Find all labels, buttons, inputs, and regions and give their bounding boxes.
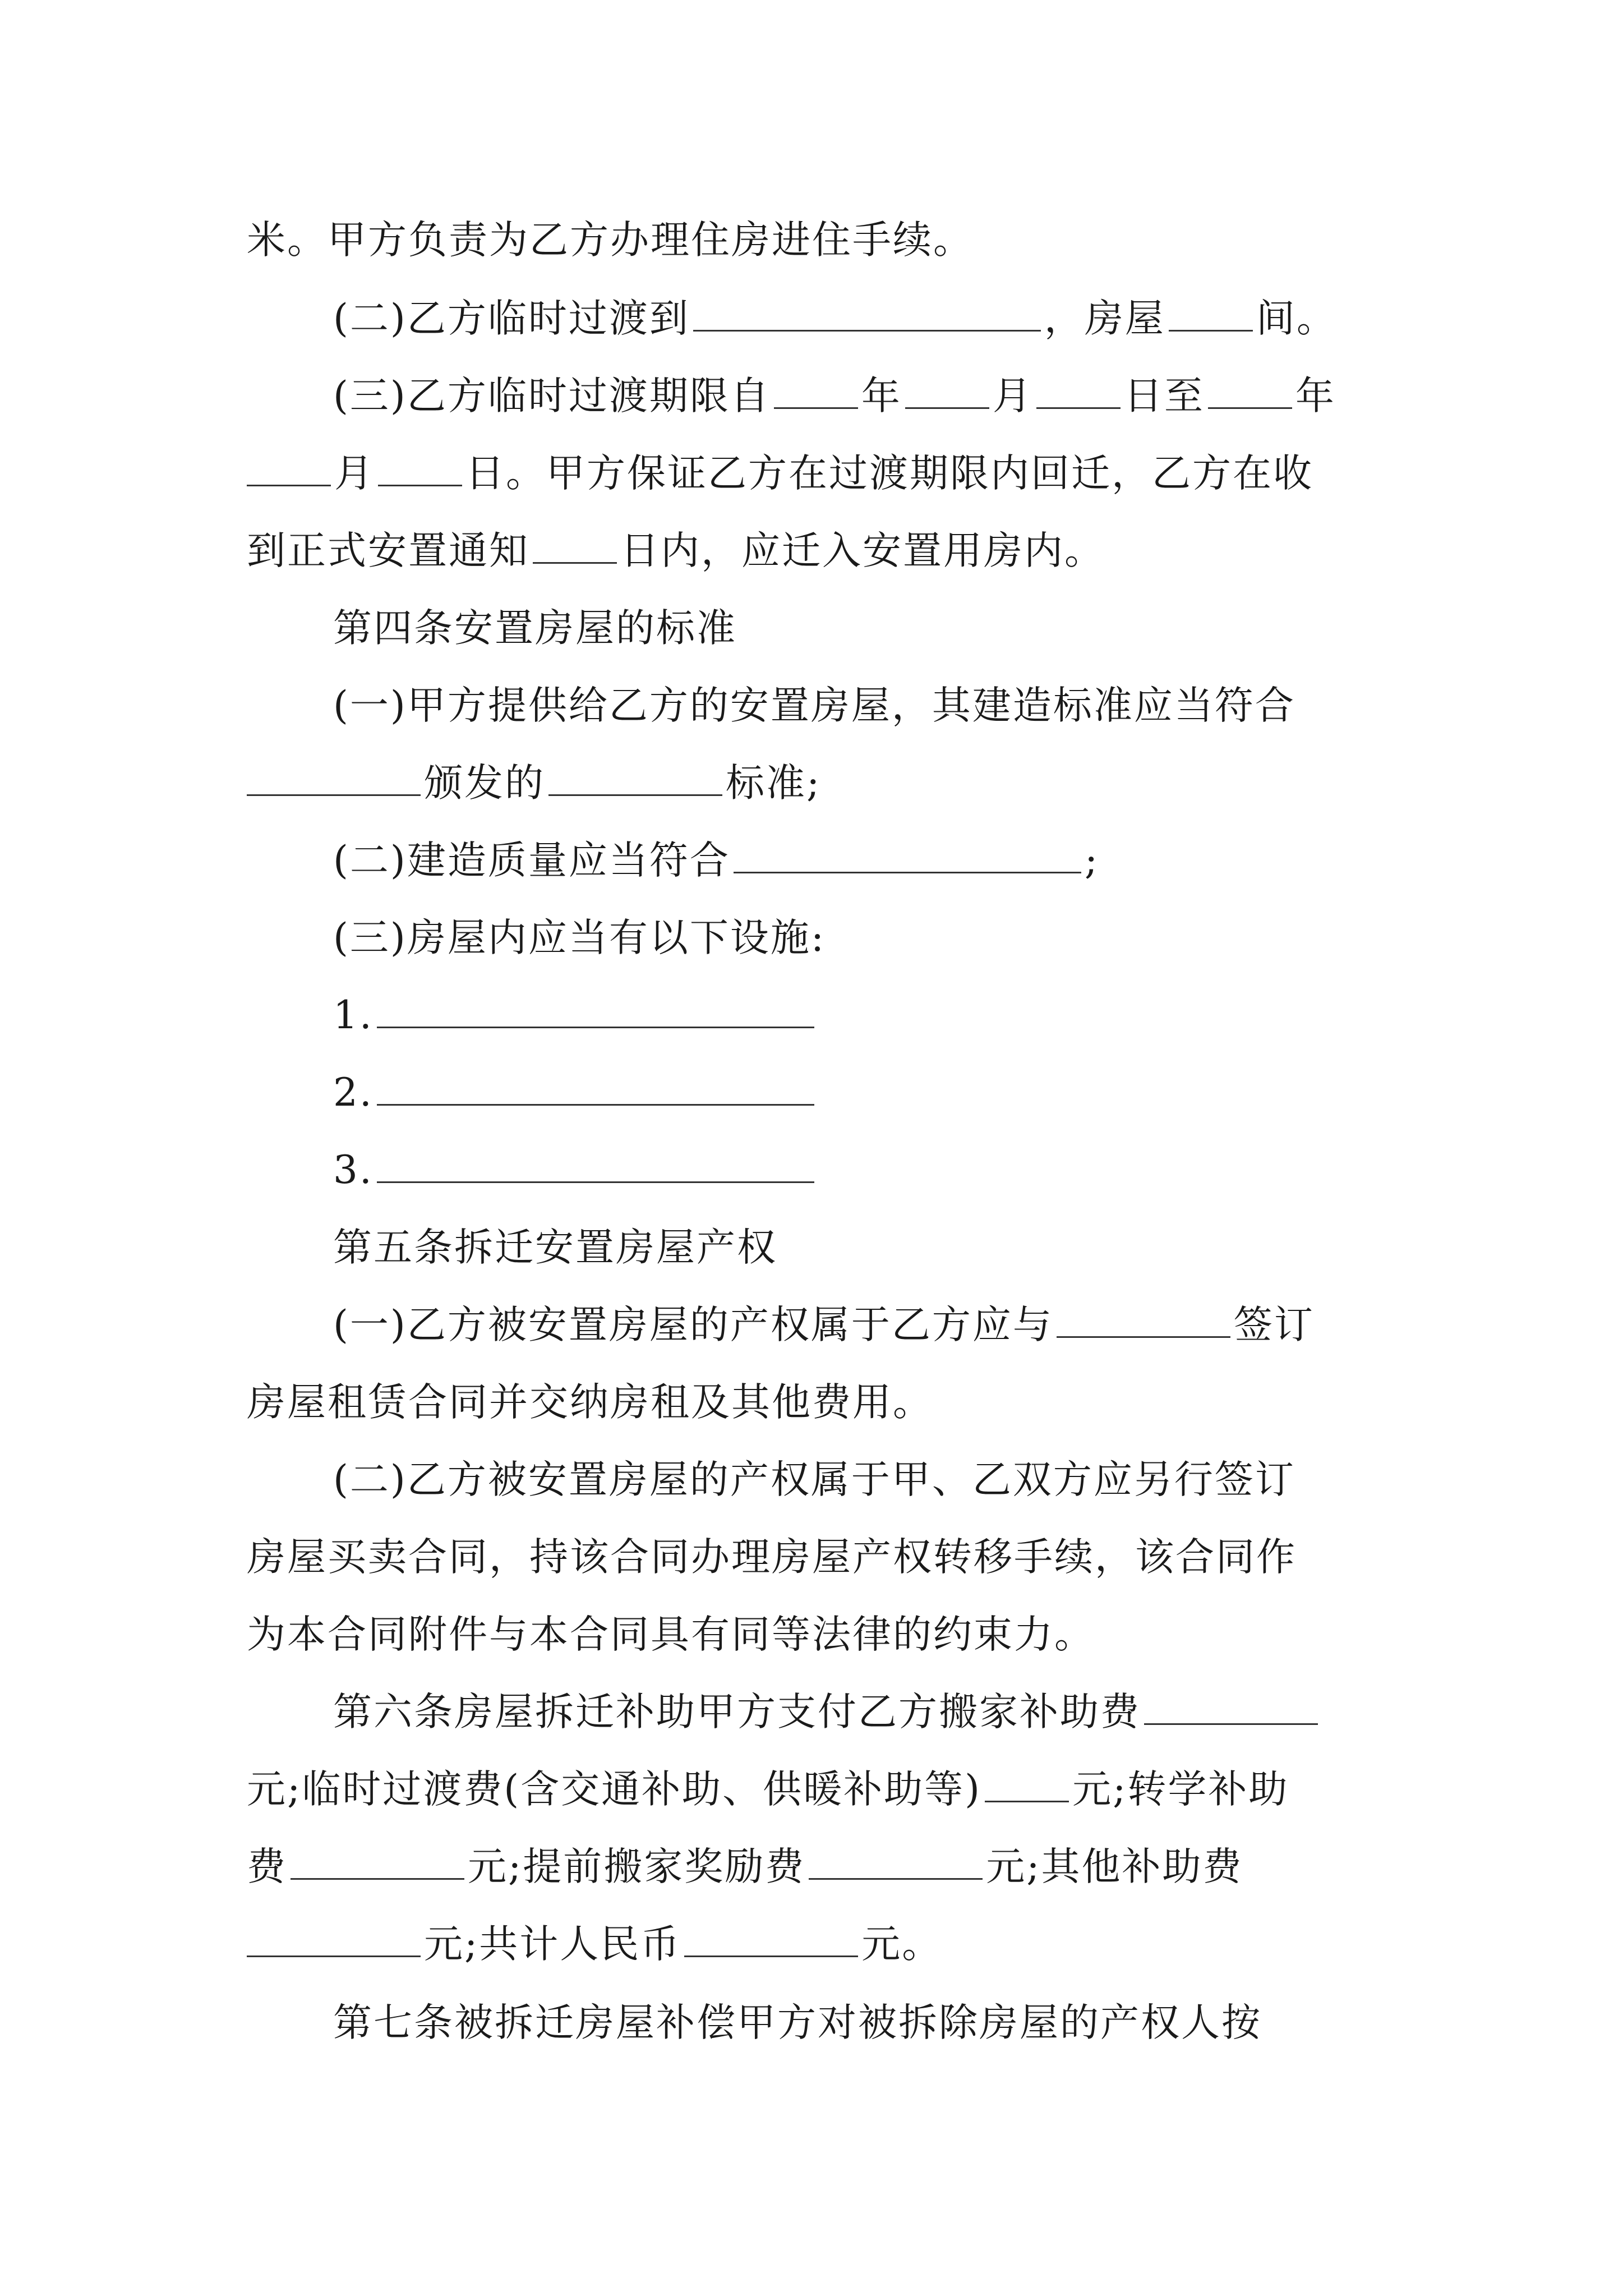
list-item: 2. xyxy=(333,1067,1466,1119)
fill-in-blank[interactable] xyxy=(809,1844,983,1880)
fill-in-blank[interactable] xyxy=(1057,1303,1230,1338)
fill-in-blank[interactable] xyxy=(291,1844,464,1880)
fill-in-blank[interactable] xyxy=(247,451,331,486)
list-item: 3. xyxy=(333,1144,1466,1196)
fill-in-blank[interactable] xyxy=(548,761,722,796)
text-line: (二)乙方被安置房屋的产权属于甲、乙双方应另行签订 xyxy=(333,1457,1295,1502)
list-item: 1. xyxy=(333,990,1466,1041)
text-line: (二)建造质量应当符合 ; xyxy=(333,838,1100,883)
text-line: 米。甲方负责为乙方办理住房进住手续。 xyxy=(247,218,974,263)
fill-in-blank[interactable] xyxy=(693,296,1041,332)
fill-in-blank[interactable] xyxy=(247,1922,421,1957)
text-line: (一)乙方被安置房屋的产权属于乙方应与 签订 xyxy=(333,1303,1315,1347)
fill-in-blank[interactable] xyxy=(377,1148,814,1183)
text-line: 房屋租赁合同并交纳房租及其他费用。 xyxy=(247,1380,933,1425)
fill-in-blank[interactable] xyxy=(1144,1690,1318,1725)
fill-in-blank[interactable] xyxy=(247,761,421,796)
fill-in-blank[interactable] xyxy=(774,374,858,409)
text-line: 为本合同附件与本合同具有同等法律的约束力。 xyxy=(247,1612,1095,1657)
fill-in-blank[interactable] xyxy=(378,451,462,486)
text-line: 元;临时过渡费(含交通补助、供暖补助等) 元;转学补助 xyxy=(247,1767,1289,1812)
text-line: (三)乙方临时过渡期限自 年 月 日至 年 xyxy=(333,374,1336,418)
fill-in-blank[interactable] xyxy=(684,1922,858,1957)
fill-in-blank[interactable] xyxy=(1169,296,1253,332)
text-line: 到正式安置通知 日内，应迁入安置用房内。 xyxy=(247,528,1105,573)
section-heading: 第七条被拆迁房屋补偿甲方对被拆除房屋的产权人按 xyxy=(333,2000,1262,2045)
fill-in-blank[interactable] xyxy=(377,993,814,1028)
fill-in-blank[interactable] xyxy=(533,528,617,564)
text-line: (三)房屋内应当有以下设施: xyxy=(333,915,826,960)
fill-in-blank[interactable] xyxy=(734,838,1081,873)
text-line: (一)甲方提供给乙方的安置房屋，其建造标准应当符合 xyxy=(333,683,1295,728)
section-heading: 第六条房屋拆迁补助甲方支付乙方搬家补助费 xyxy=(333,1686,1466,1738)
text-line: 房屋买卖合同，持该合同办理房屋产权转移手续，该合同作 xyxy=(247,1535,1297,1580)
text-line: (二)乙方临时过渡到 ，房屋 间。 xyxy=(333,296,1337,341)
text-line: 元;共计人民币 元。 xyxy=(247,1918,1380,1970)
fill-in-blank[interactable] xyxy=(377,1070,814,1106)
fill-in-blank[interactable] xyxy=(985,1767,1069,1802)
text-line: 月 日。甲方保证乙方在过渡期限内回迁，乙方在收 xyxy=(247,448,1380,499)
fill-in-blank[interactable] xyxy=(1036,374,1121,409)
fill-in-blank[interactable] xyxy=(1208,374,1292,409)
section-heading: 第五条拆迁安置房屋产权 xyxy=(333,1225,777,1270)
text-line: 费 元;提前搬家奖励费 元;其他补助费 xyxy=(247,1844,1243,1889)
section-heading: 第四条安置房屋的标准 xyxy=(333,606,737,651)
text-line: 颁发的 标准; xyxy=(247,757,1380,809)
fill-in-blank[interactable] xyxy=(905,374,989,409)
